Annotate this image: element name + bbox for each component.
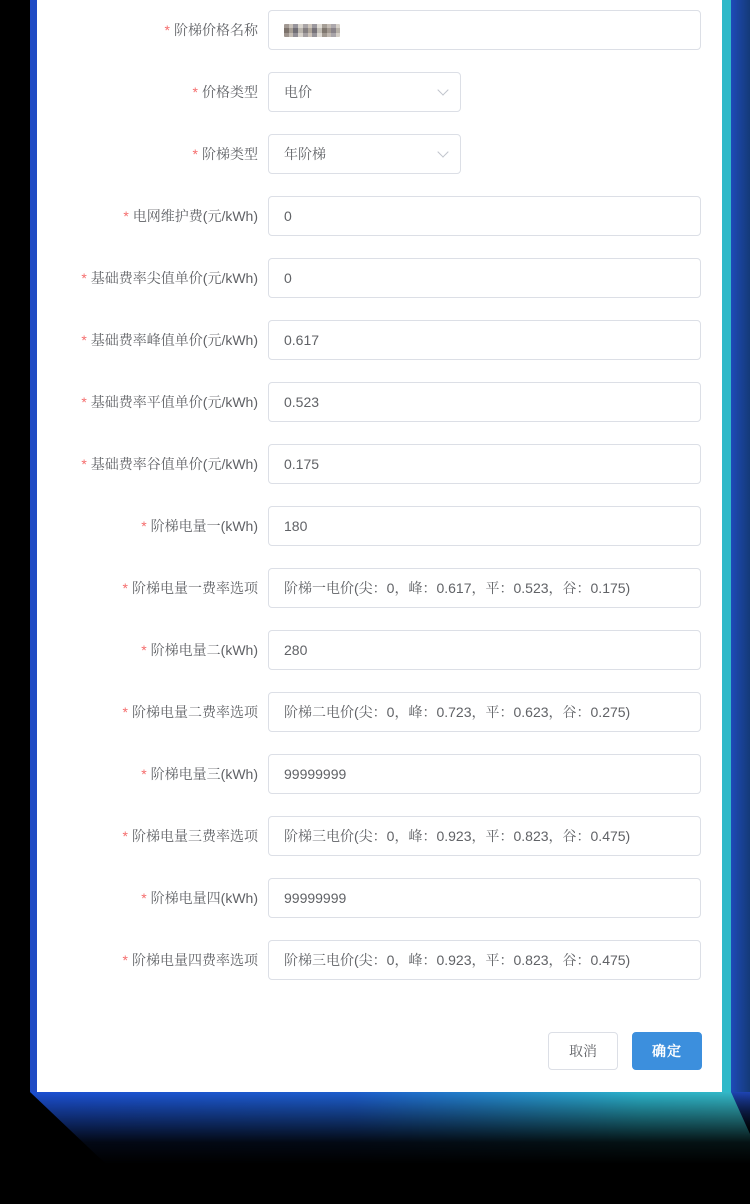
left-frame-bar — [30, 0, 37, 1093]
select-value: 年阶梯 — [284, 146, 326, 162]
tier-type-select[interactable] — [268, 134, 461, 174]
required-asterisk: * — [192, 84, 198, 100]
base-valley-price-input[interactable]: 0.175 — [268, 444, 701, 484]
field-label: * 基础费率尖值单价(元/kWh) — [81, 270, 258, 286]
select-value: 电价 — [284, 84, 312, 100]
field-label: * 阶梯价格名称 — [164, 22, 258, 38]
required-asterisk: * — [81, 456, 87, 472]
tier-two-kwh-input[interactable]: 280 — [268, 630, 701, 670]
field-label: * 价格类型 — [192, 84, 258, 100]
field-label: * 阶梯类型 — [192, 146, 258, 162]
right-inner-frame-bar — [722, 0, 731, 1093]
grid-maintenance-fee-input[interactable]: 0 — [268, 196, 701, 236]
required-asterisk: * — [141, 890, 147, 906]
form-row — [37, 692, 722, 732]
tier-three-rate-option-input[interactable]: 阶梯三电价(尖：0，峰：0.923，平：0.823，谷：0.475) — [268, 816, 701, 856]
tier-four-rate-option-input[interactable]: 阶梯三电价(尖：0，峰：0.923，平：0.823，谷：0.475) — [268, 940, 701, 980]
field-label: * 阶梯电量一(kWh) — [141, 518, 258, 534]
required-asterisk: * — [81, 332, 87, 348]
required-asterisk: * — [123, 208, 129, 224]
required-asterisk: * — [141, 518, 147, 534]
form-row — [37, 878, 722, 918]
form-row — [37, 258, 722, 298]
field-label: * 基础费率峰值单价(元/kWh) — [81, 332, 258, 348]
field-label: * 基础费率平值单价(元/kWh) — [81, 394, 258, 410]
tier-three-kwh-input[interactable]: 99999999 — [268, 754, 701, 794]
form-row — [37, 630, 722, 670]
chevron-down-icon — [437, 146, 448, 157]
price-type-select[interactable] — [268, 72, 461, 112]
required-asterisk: * — [141, 642, 147, 658]
confirm-button[interactable]: 确定 — [632, 1032, 702, 1070]
base-flat-price-input[interactable]: 0.523 — [268, 382, 701, 422]
form-row — [37, 940, 722, 980]
required-asterisk: * — [192, 146, 198, 162]
form-row — [37, 506, 722, 546]
right-outer-frame-bar — [731, 0, 750, 1093]
form-row — [37, 10, 722, 50]
form-row — [37, 72, 722, 112]
price-name-input[interactable] — [268, 10, 701, 50]
form-row — [37, 134, 722, 174]
form-row — [37, 382, 722, 422]
field-label: * 基础费率谷值单价(元/kWh) — [81, 456, 258, 472]
tiered-price-form-dialog — [37, 0, 722, 1092]
required-asterisk: * — [81, 394, 87, 410]
tier-two-rate-option-input[interactable]: 阶梯二电价(尖：0，峰：0.723，平：0.623，谷：0.275) — [268, 692, 701, 732]
form-row — [37, 444, 722, 484]
required-asterisk: * — [141, 766, 147, 782]
form-row — [37, 568, 722, 608]
required-asterisk: * — [164, 22, 170, 38]
tiered-price-form — [37, 0, 722, 1070]
base-peak-price-input[interactable]: 0.617 — [268, 320, 701, 360]
field-label: * 阶梯电量三(kWh) — [141, 766, 258, 782]
form-row — [37, 816, 722, 856]
field-label: * 阶梯电量二费率选项 — [122, 704, 258, 720]
required-asterisk: * — [81, 270, 87, 286]
field-label: * 阶梯电量四费率选项 — [122, 952, 258, 968]
redacted-value — [284, 24, 340, 37]
form-row — [37, 754, 722, 794]
field-label: * 电网维护费(元/kWh) — [123, 208, 258, 224]
dialog-footer — [37, 1032, 722, 1070]
field-label: * 阶梯电量四(kWh) — [141, 890, 258, 906]
cancel-button[interactable]: 取消 — [548, 1032, 618, 1070]
tier-one-kwh-input[interactable]: 180 — [268, 506, 701, 546]
bottom-glow-band — [30, 1092, 750, 1164]
required-asterisk: * — [122, 828, 128, 844]
tier-four-kwh-input[interactable]: 99999999 — [268, 878, 701, 918]
field-label: * 阶梯电量一费率选项 — [122, 580, 258, 596]
field-label: * 阶梯电量三费率选项 — [122, 828, 258, 844]
field-label: * 阶梯电量二(kWh) — [141, 642, 258, 658]
required-asterisk: * — [122, 704, 128, 720]
required-asterisk: * — [122, 580, 128, 596]
form-row — [37, 196, 722, 236]
chevron-down-icon — [437, 84, 448, 95]
required-asterisk: * — [122, 952, 128, 968]
form-row — [37, 320, 722, 360]
base-sharp-price-input[interactable]: 0 — [268, 258, 701, 298]
tier-one-rate-option-input[interactable]: 阶梯一电价(尖：0，峰：0.617，平：0.523，谷：0.175) — [268, 568, 701, 608]
